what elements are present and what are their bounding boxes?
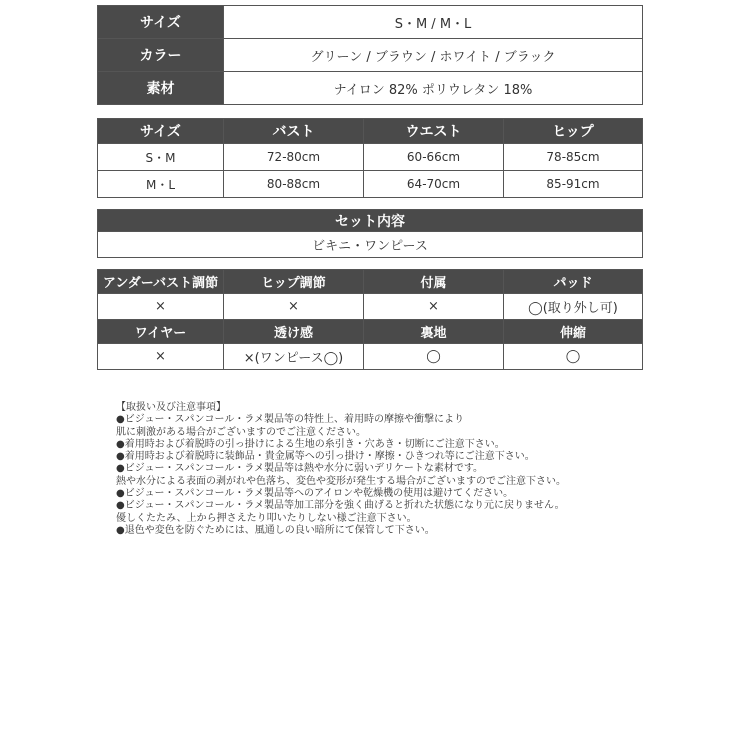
set-contents-table (97, 209, 643, 258)
note-line: ●ビジュー・スパンコール・ラメ製品等加工部分を強く曲げると折れた状態になり元に戻りません。 (116, 500, 565, 512)
note-line: ●着用時および着脱時に装飾品・貴金属等への引っ掛け・摩擦・ひきつれ等にご注意下さい。 (116, 451, 535, 463)
note-line: 優しくたたみ、上から押さえたり叩いたりしない様ご注意下さい。 (116, 512, 417, 524)
stretch-header: 伸縮 (504, 320, 643, 344)
lining-value: ◯ (364, 344, 504, 370)
spec-value-material: ナイロン 82% ポリウレタン 18% (224, 72, 643, 105)
attributes-header-row (98, 270, 643, 294)
spec-label-material: 素材 (98, 72, 224, 105)
set-contents-value: ビキニ・ワンピース (98, 232, 643, 258)
spec-value-size: S・M / M・L (224, 6, 643, 39)
attributes-value-row (98, 344, 643, 370)
spec-label-size: サイズ (98, 6, 224, 39)
note-line: ●ビジュー・スパンコール・ラメ製品等は熱や水分に弱いデリケートな素材です。 (116, 463, 484, 475)
lining-header: 裏地 (364, 320, 504, 344)
hip-cell: 85-91cm (504, 171, 643, 198)
care-notes-title: 【取扱い及び注意事項】 (116, 402, 226, 413)
pad-header: パッド (504, 270, 643, 294)
note-line: 熱や水分による表面の剥がれや色落ち、変色や変形が発生する場合がございますのでご注意下さい。 (116, 475, 566, 487)
stretch-value: ◯ (504, 344, 643, 370)
set-contents-header: セット内容 (98, 210, 643, 232)
size-cell: M・L (98, 171, 224, 198)
spec-row-size (98, 6, 643, 39)
size-header-size: サイズ (98, 119, 224, 144)
care-notes (116, 402, 636, 537)
note-line: ●着用時および着脱時の引っ掛けによる生地の糸引き・穴あき・切断にご注意下さい。 (116, 438, 505, 450)
table-row (98, 144, 643, 171)
spec-row-color (98, 39, 643, 72)
spec-value-color: グリーン / ブラウン / ホワイト / ブラック (224, 39, 643, 72)
attributes-table (97, 269, 643, 370)
size-header-hip: ヒップ (504, 119, 643, 144)
attributes-header-row (98, 320, 643, 344)
spec-table (97, 5, 643, 105)
size-cell: S・M (98, 144, 224, 171)
spec-row-material (98, 72, 643, 105)
pad-value: ◯(取り外し可) (504, 294, 643, 320)
accessories-value: × (364, 294, 504, 320)
bust-cell: 72-80cm (224, 144, 364, 171)
waist-cell: 60-66cm (364, 144, 504, 171)
wire-header: ワイヤー (98, 320, 224, 344)
size-table (97, 118, 643, 198)
underbust-adjust-header: アンダーバスト調節 (98, 270, 224, 294)
size-header-bust: バスト (224, 119, 364, 144)
note-line: 肌に刺激がある場合がございますのでご注意ください。 (116, 426, 366, 438)
table-row (98, 171, 643, 198)
waist-cell: 64-70cm (364, 171, 504, 198)
sheerness-header: 透け感 (224, 320, 364, 344)
underbust-adjust-value: × (98, 294, 224, 320)
accessories-header: 付属 (364, 270, 504, 294)
spec-label-color: カラー (98, 39, 224, 72)
hip-adjust-value: × (224, 294, 364, 320)
hip-adjust-header: ヒップ調節 (224, 270, 364, 294)
wire-value: × (98, 344, 224, 370)
note-line: ●ビジュー・スパンコール・ラメ製品等の特性上、着用時の摩擦や衝撃により (116, 414, 465, 426)
sheerness-value: ×(ワンピース◯) (224, 344, 364, 370)
note-line: ●退色や変色を防ぐためには、風通しの良い暗所にて保管して下さい。 (116, 524, 435, 536)
bust-cell: 80-88cm (224, 171, 364, 198)
size-header-waist: ウエスト (364, 119, 504, 144)
note-line: ●ビジュー・スパンコール・ラメ製品等へのアイロンや乾燥機の使用は避けてください。 (116, 488, 514, 500)
size-table-header (98, 119, 643, 144)
hip-cell: 78-85cm (504, 144, 643, 171)
attributes-value-row (98, 294, 643, 320)
